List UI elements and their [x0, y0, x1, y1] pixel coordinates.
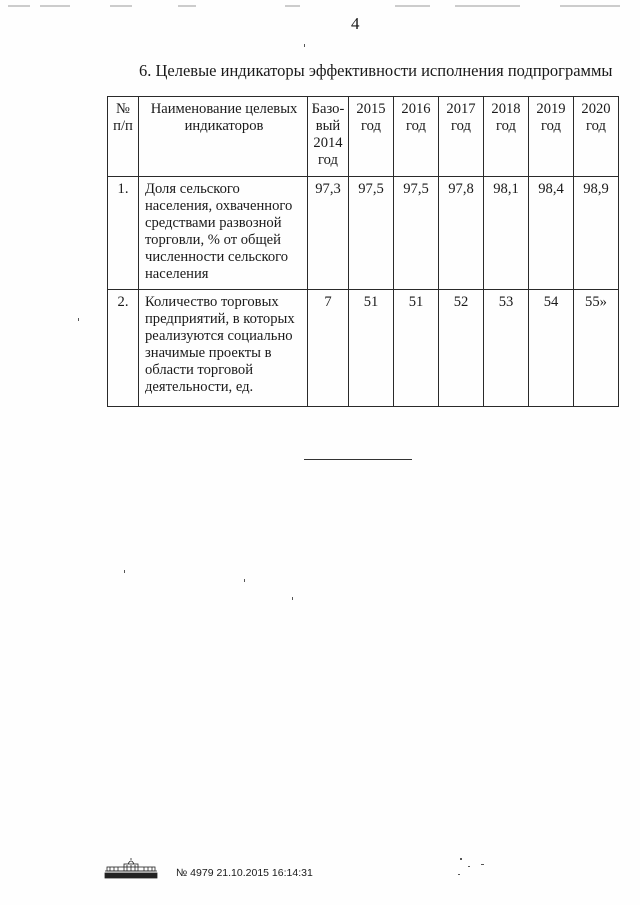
header-year-2019 — [529, 97, 574, 177]
indicator-name-line: населения — [145, 266, 209, 282]
header-year-2016 — [394, 97, 439, 177]
indicator-name-line: населения, охваченного — [145, 198, 293, 214]
row-number: 1. — [108, 177, 139, 290]
indicator-name — [139, 177, 308, 290]
indicator-name-line: реализуются социально — [145, 328, 293, 344]
indicator-name-line: Количество торговых — [145, 294, 279, 310]
header-text: год — [361, 118, 381, 134]
scan-speck — [244, 579, 245, 582]
header-number — [108, 97, 139, 177]
header-text: № — [116, 101, 130, 117]
header-text: год — [451, 118, 471, 134]
indicator-name-line: значимые проекты в — [145, 345, 272, 361]
government-building-logo — [104, 857, 158, 881]
value-2018: 98,1 — [484, 177, 529, 290]
indicator-name-line: Доля сельского — [145, 181, 240, 197]
table-row — [108, 290, 619, 407]
header-text: Наименование целевых — [150, 101, 298, 117]
value-2020: 98,9 — [574, 177, 619, 290]
indicator-name-line: торговли, % от общей — [145, 232, 281, 248]
indicator-name-line: средствами развозной — [145, 215, 282, 231]
header-text: индикаторов — [184, 118, 264, 134]
indicators-table — [107, 96, 619, 407]
scan-speck — [460, 858, 462, 860]
table-header-row — [108, 97, 619, 177]
value-2016: 51 — [394, 290, 439, 407]
value-2018: 53 — [484, 290, 529, 407]
header-indicator-name — [139, 97, 308, 177]
header-text: 2017 — [446, 101, 476, 117]
scan-speck — [458, 874, 460, 875]
table-row — [108, 177, 619, 290]
header-base-year — [308, 97, 349, 177]
indicator-name-line: области торговой — [145, 362, 254, 378]
header-text: год — [496, 118, 516, 134]
value-2016: 97,5 — [394, 177, 439, 290]
scan-speck — [292, 597, 293, 600]
header-text: 2019 — [536, 101, 566, 117]
header-text: 2014 — [313, 135, 343, 151]
registration-number: № 4979 21.10.2015 16:14:31 — [176, 867, 313, 879]
section-title: 6. Целевые индикаторы эффективности исполнения подпрограммы — [139, 61, 613, 80]
header-text: 2020 — [581, 101, 611, 117]
header-year-2015 — [349, 97, 394, 177]
value-2019: 98,4 — [529, 177, 574, 290]
scan-speck — [304, 44, 305, 47]
header-text: 2016 — [401, 101, 431, 117]
scan-edge-marks — [0, 4, 640, 8]
separator-line — [304, 459, 412, 460]
header-text: год — [541, 118, 561, 134]
indicator-name-line: предприятий, в которых — [145, 311, 295, 327]
header-text: Базо- — [311, 101, 345, 117]
header-year-2017 — [439, 97, 484, 177]
value-base-2014: 7 — [308, 290, 349, 407]
header-text: п/п — [113, 118, 133, 134]
scan-speck — [468, 866, 470, 867]
header-year-2020 — [574, 97, 619, 177]
scan-speck — [481, 864, 484, 865]
header-text: год — [586, 118, 606, 134]
header-text: вый — [315, 118, 341, 134]
header-text: год — [406, 118, 426, 134]
row-number: 2. — [108, 290, 139, 407]
value-2015: 97,5 — [349, 177, 394, 290]
indicator-name-line: численности сельского — [145, 249, 289, 265]
value-2019: 54 — [529, 290, 574, 407]
value-2015: 51 — [349, 290, 394, 407]
indicator-name-line: деятельности, ед. — [145, 379, 254, 395]
indicator-name — [139, 290, 308, 407]
value-2017: 97,8 — [439, 177, 484, 290]
header-text: год — [318, 152, 338, 168]
value-base-2014: 97,3 — [308, 177, 349, 290]
page-number: 4 — [351, 14, 360, 33]
value-2017: 52 — [439, 290, 484, 407]
scan-speck — [78, 318, 79, 321]
scan-speck — [124, 570, 125, 573]
header-text: 2018 — [491, 101, 521, 117]
value-2020: 55» — [574, 290, 619, 407]
header-year-2018 — [484, 97, 529, 177]
header-text: 2015 — [356, 101, 386, 117]
